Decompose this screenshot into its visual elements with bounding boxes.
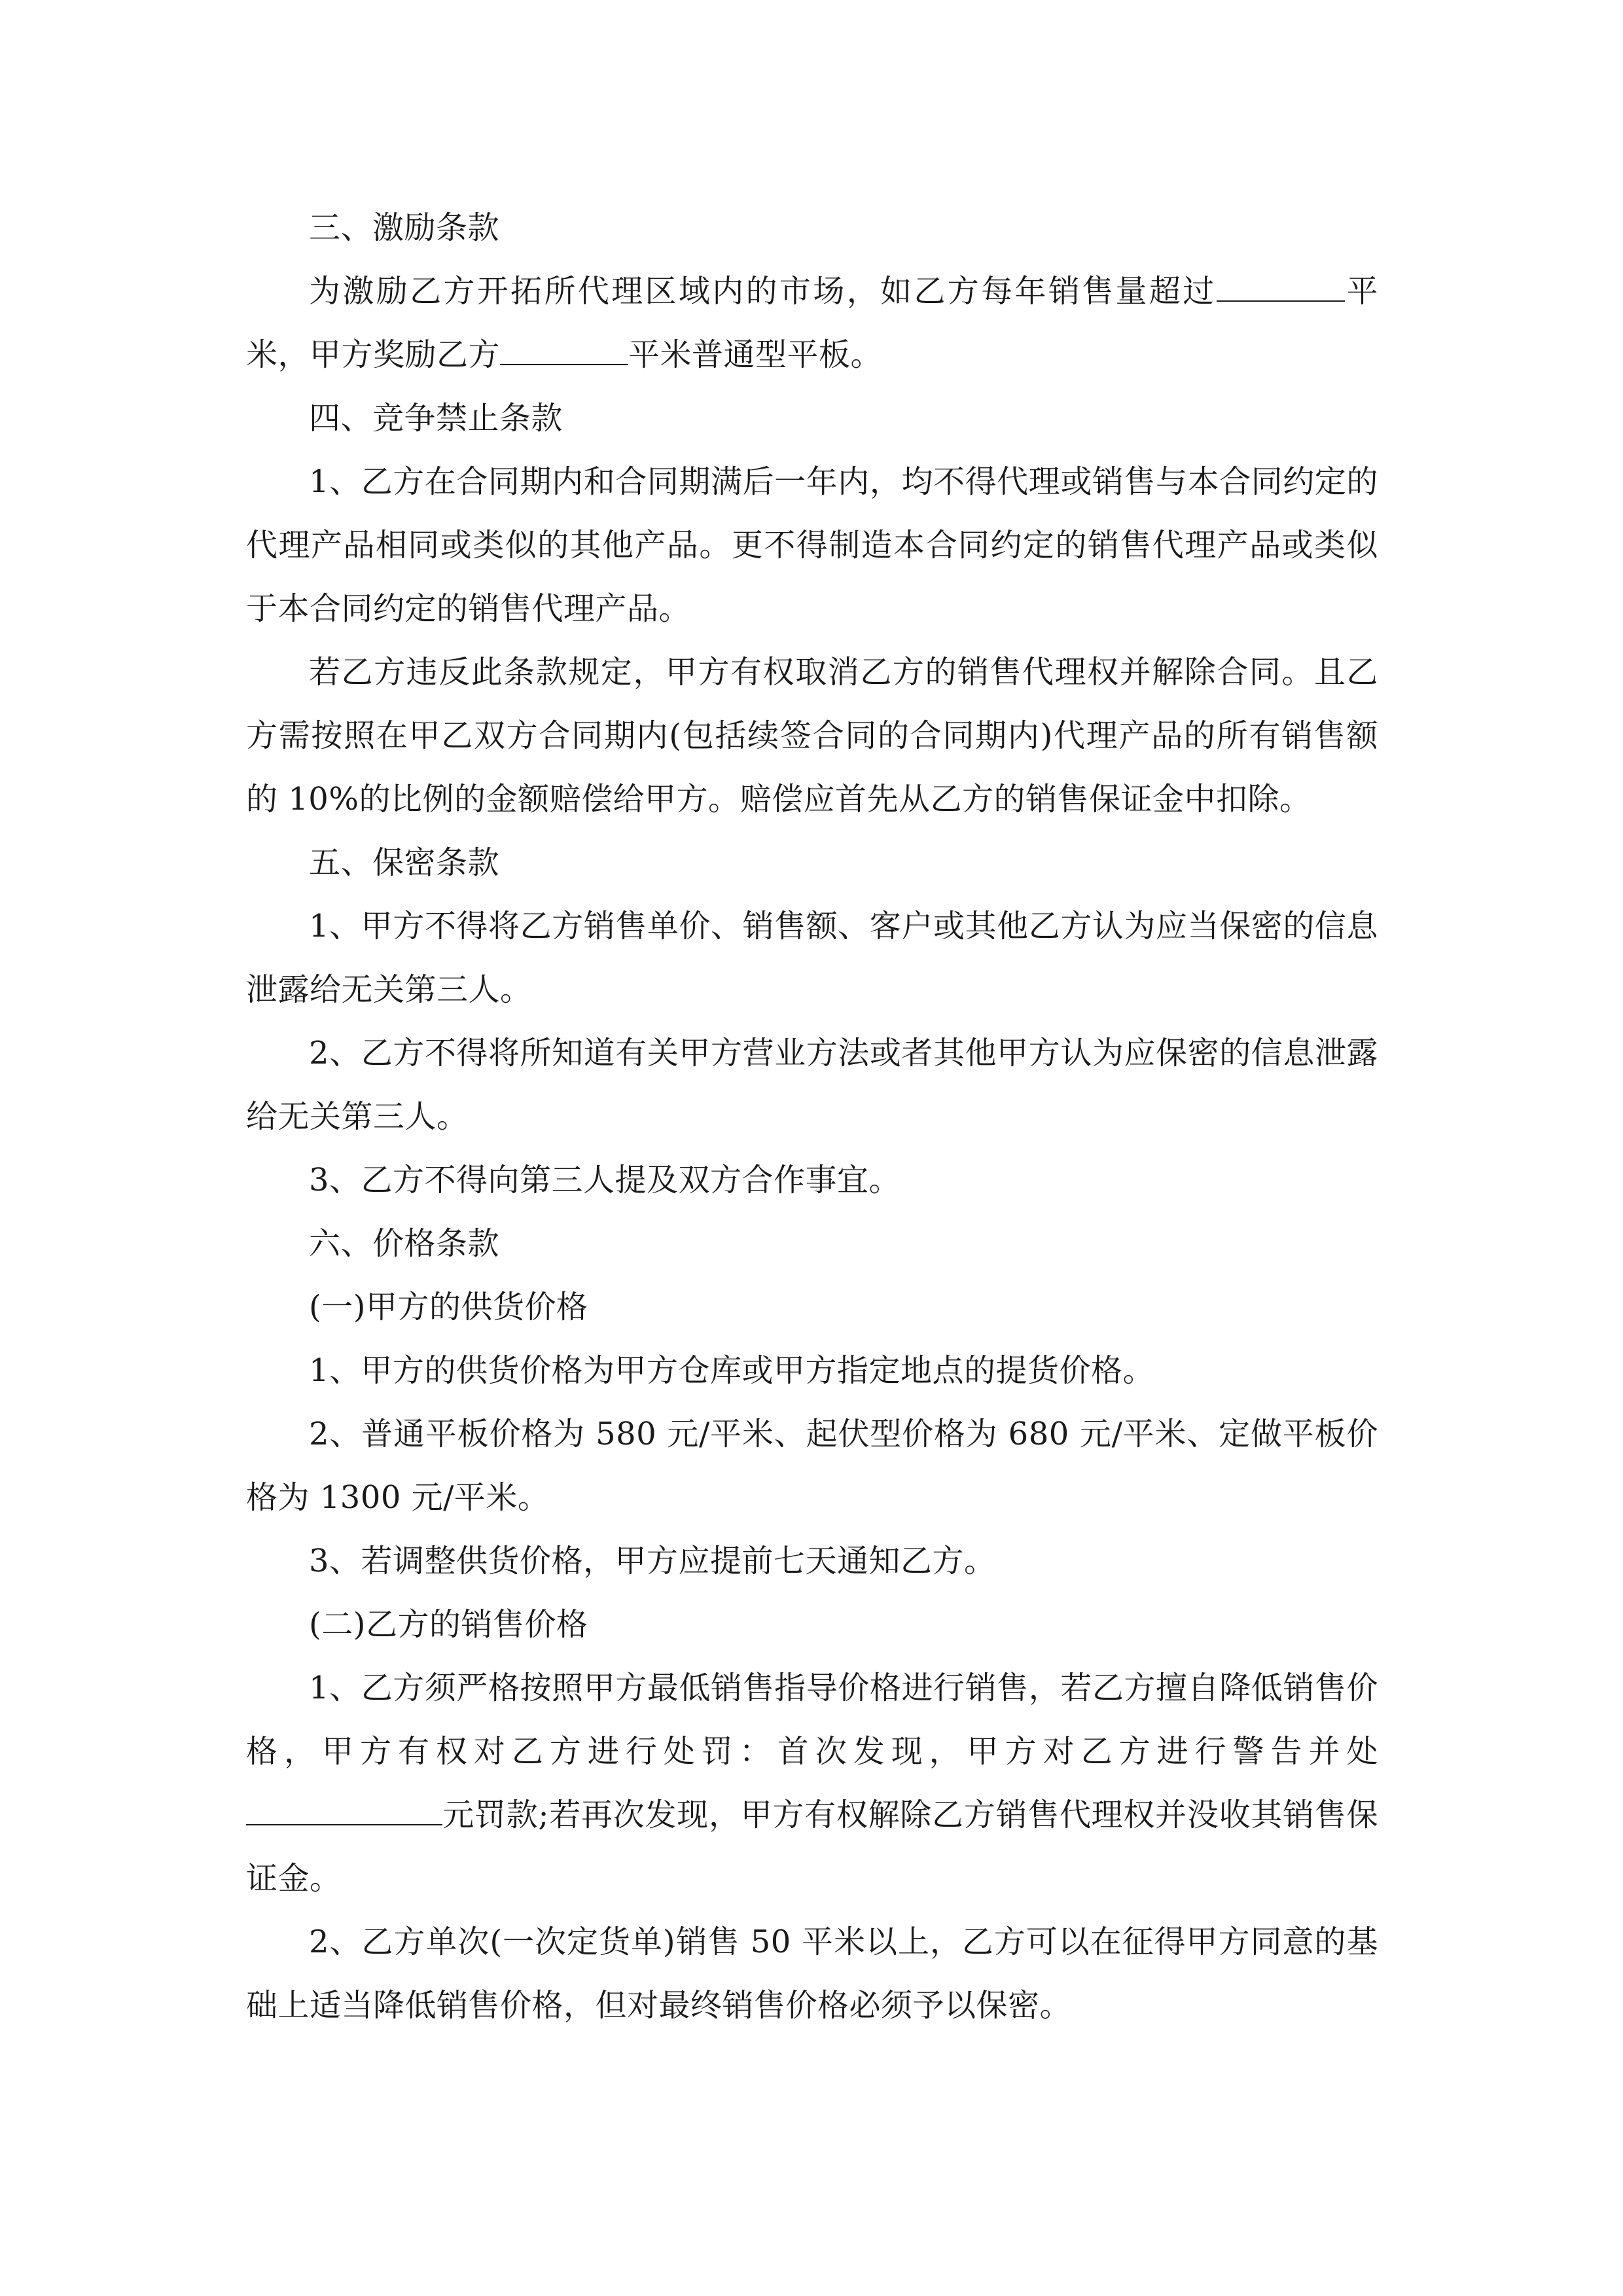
sales-price-text-a: 1、乙方须严格按照甲方最低销售指导价格进行销售，若乙方擅自降低销售价格，甲方有权对乙方进行处罚：首次发现，甲方对乙方进行警告并处 bbox=[246, 1670, 1378, 1770]
sales-price-paragraph-2: 2、乙方单次(一次定货单)销售 50 平米以上，乙方可以在征得甲方同意的基础上适当降低销售价格，但对最终销售价格必须予以保密。 bbox=[246, 1924, 1378, 2024]
supply-price-paragraph-3: 3、若调整供货价格，甲方应提前七天通知乙方。 bbox=[309, 1543, 996, 1579]
section-heading-pricing: 六、价格条款 bbox=[309, 1225, 500, 1262]
supply-price-paragraph-2: 2、普通平板价格为 580 元/平米、起伏型价格为 680 元/平米、定做平板价格为 1300 元/平米。 bbox=[246, 1416, 1378, 1516]
blank-line-sales-volume bbox=[1217, 274, 1345, 302]
incentive-text-c: 平米普通型平板。 bbox=[628, 336, 883, 373]
supply-price-paragraph-1: 1、甲方的供货价格为甲方仓库或甲方指定地点的提货价格。 bbox=[309, 1352, 1155, 1389]
confidentiality-paragraph-1: 1、甲方不得将乙方销售单价、销售额、客户或其他乙方认为应当保密的信息泄露给无关第三人。 bbox=[246, 908, 1378, 1008]
subheading-supply-price: (一)甲方的供货价格 bbox=[309, 1289, 588, 1325]
section-heading-incentive: 三、激励条款 bbox=[309, 209, 500, 246]
sales-price-text-b: 元罚款;若再次发现，甲方有权解除乙方销售代理权并没收其销售保证金。 bbox=[246, 1797, 1378, 1897]
subheading-sales-price: (二)乙方的销售价格 bbox=[309, 1606, 588, 1643]
confidentiality-paragraph-2: 2、乙方不得将所知道有关甲方营业方法或者其他甲方认为应保密的信息泄露给无关第三人。 bbox=[246, 1035, 1378, 1135]
non-compete-paragraph-2: 若乙方违反此条款规定，甲方有权取消乙方的销售代理权并解除合同。且乙方需按照在甲乙双方合同期内(包括续签合同的合同期内)代理产品的所有销售额的 10%的比例的金额赔偿给甲方。赔偿应首先从乙方的销售保证金中扣除。 bbox=[246, 654, 1378, 817]
non-compete-paragraph-1: 1、乙方在合同期内和合同期满后一年内，均不得代理或销售与本合同约定的代理产品相同或类似的其他产品。更不得制造本合同约定的销售代理产品或类似于本合同约定的销售代理产品。 bbox=[246, 463, 1378, 627]
incentive-text-b: 平米，甲方奖励乙方 bbox=[246, 273, 1378, 373]
section-heading-confidentiality: 五、保密条款 bbox=[309, 844, 500, 881]
blank-line-penalty-amount bbox=[246, 1798, 442, 1825]
incentive-text-a: 为激励乙方开拓所代理区域内的市场，如乙方每年销售量超过 bbox=[309, 273, 1217, 310]
section-heading-non-compete: 四、竞争禁止条款 bbox=[309, 400, 563, 437]
incentive-paragraph bbox=[246, 260, 1378, 387]
sales-price-paragraph-1 bbox=[246, 1657, 1378, 1910]
confidentiality-paragraph-3: 3、乙方不得向第三人提及双方合作事宜。 bbox=[309, 1162, 901, 1198]
blank-line-reward-amount bbox=[500, 338, 628, 365]
document-body bbox=[246, 196, 1378, 2037]
